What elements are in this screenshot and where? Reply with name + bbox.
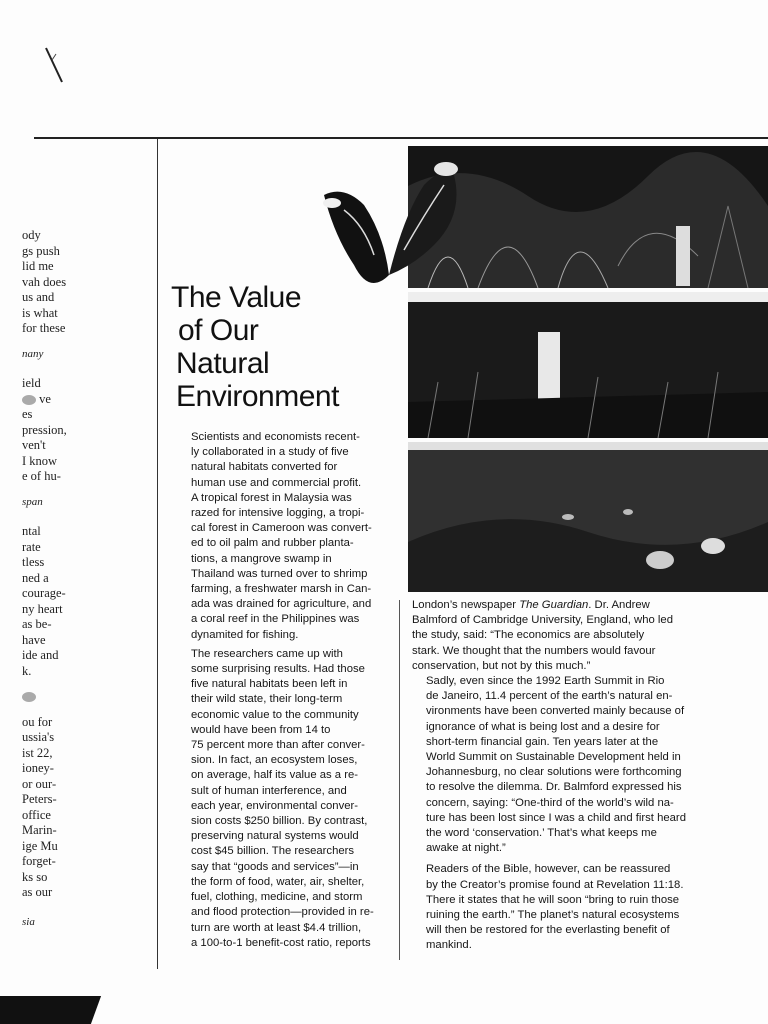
title-line: of Our [178,314,259,347]
text-line: five natural habitats been left in [191,678,348,691]
text-line: on average, half its value as a re- [191,769,359,782]
fragment-line: ks so [22,869,48,884]
fragment-line: us and [22,290,55,304]
fragment-line: as be- [22,617,52,631]
text-line: mankind. [426,939,472,952]
fragment-line: gs push [22,243,60,258]
pen-stroke-mark [44,46,70,86]
fragment-line: have [22,632,46,647]
text-line: cost $45 billion. The researchers [191,845,355,858]
text-run: . Dr. Andrew [588,599,650,611]
text-line: human use and commercial profit. [191,476,362,489]
fragment-line: ussia's [22,730,55,744]
fragment-line: is what [22,305,58,320]
fragment-italic: nany [22,347,44,360]
moth-illustration [314,155,464,295]
text-line: turn are worth at least $4.4 trillion, [191,921,362,934]
text-line: de Janeiro, 11.4 percent of the earth’s natural en- [426,690,673,703]
fragment-line: ny heart [22,601,63,616]
fragment-line: ody [22,228,41,242]
left-clipped-column [22,228,92,930]
fragment-line: for these [22,321,66,335]
text-line: the form of food, water, air, shelter, [191,875,365,888]
paragraph [177,430,397,643]
fragment-line: ide and [22,648,59,662]
text-line: 75 percent more than after conver- [191,739,365,752]
text-line: sion costs $250 billion. By contrast, [191,815,368,828]
fragment-line [22,392,92,408]
text-line: ed to oil palm and rubber planta- [191,537,354,550]
text-line: conservation, but not by this much.” [412,659,591,672]
fragment-line: k. [22,663,32,678]
text-line: a coral reef in the Philippines was [191,613,360,626]
text-line: razed for intensive logging, a tropi- [191,507,365,520]
text-line [412,598,732,613]
text-line: farming, a freshwater marsh in Can- [191,583,372,596]
fragment-line: ige Mu [22,838,58,853]
text-line: stark. We thought that the numbers would favour [412,644,656,657]
smudge-mark [22,395,36,405]
fragment-line: es [22,407,33,421]
fragment-line: Peters- [22,792,57,806]
text-line: some surprising results. Had those [191,663,365,676]
fragment-line: ou for [22,714,53,729]
paragraph [412,674,732,856]
fragment-line: ist 22, [22,745,53,760]
fragment-line: tless [22,555,45,569]
text-line: each year, environmental conver- [191,799,359,812]
fragment-line: pression, [22,422,67,437]
text-line: their wild state, their long-term [191,693,343,706]
text-line: sult of human interference, and [191,784,347,797]
column-rule [157,139,158,969]
text-line: and flood protection—provided in re- [191,906,374,919]
column-divider [399,600,400,960]
fragment-line: ven't [22,438,46,452]
newspaper-name: The Guardian [519,599,589,611]
text-line: A tropical forest in Malaysia was [191,491,352,504]
fragment-line: rate [22,539,41,554]
text-line: ture has been lost since I was a child and first heard [426,811,686,824]
text-line: short-term financial gain. Ten years later at the [426,735,659,748]
text-line: Readers of the Bible, however, can be reassured [426,863,671,876]
fragment-italic: span [22,495,43,508]
fragment-line: or our- [22,776,57,791]
text-line: say that “goods and services”—in [191,860,359,873]
fragment-italic: sia [22,915,35,928]
text-line: Sadly, even since the 1992 Earth Summit in Rio [426,675,665,688]
fragment-line: vah does [22,274,67,289]
text-line: tions, a mangrove swamp in [191,552,332,565]
fragment-line: courage- [22,586,66,600]
text-line: ada was drained for agriculture, and [191,598,372,611]
text-line: vironments have been converted mainly because of [426,705,685,718]
scan-edge-shadow [0,996,110,1024]
fragment-line: ield [22,376,41,390]
fragment-line: ioney- [22,761,54,775]
text-line: fuel, clothing, medicine, and storm [191,891,363,904]
text-line: a 100-to-1 benefit-cost ratio, reports [191,936,371,949]
fragment-line: forget- [22,854,56,868]
text-line: Balmford of Cambridge University, England, who led [412,614,673,627]
text-line: There it states that he will soon “bring to ruin those [426,893,680,906]
text-line: awake at night.” [426,842,506,855]
fragment-line: lid me [22,259,54,273]
fragment-line: as our [22,885,53,899]
text-line: by the Creator’s promise found at Revelation 11:18. [426,878,684,891]
fragment-line: office [22,807,51,822]
text-line: dynamited for fishing. [191,628,299,641]
text-line: ruining the earth.” The planet’s natural ecosystems [426,909,680,922]
smudge-mark [22,692,36,702]
text-line: to resolve the dilemma. Dr. Balmford expressed his [426,781,682,794]
fragment-line: ned a [22,570,49,585]
swamp-photo [408,292,768,438]
article-title [171,281,406,413]
coral-reef-photo [408,442,768,592]
text-line: preserving natural systems would [191,830,359,843]
fragment-text: ve [39,391,51,406]
paragraph [177,647,397,951]
title-line: Environment [176,380,339,413]
text-line: Johannesburg, no clear solutions were forthcoming [426,766,682,779]
article-column-1 [177,430,397,951]
top-rule [34,137,768,139]
fragment-line [22,689,92,705]
text-line: The researchers came up with [191,647,343,660]
text-line: ignorance of what is being lost and a desire for [426,720,660,733]
text-line: the study, said: “The economics are absolutely [412,629,645,642]
text-line: Scientists and economists recent- [191,431,360,443]
text-line: economic value to the community [191,708,359,721]
text-line: World Summit on Sustainable Development held in [426,751,681,764]
text-line: cal forest in Cameroon was convert- [191,522,372,535]
text-run: London’s newspaper [412,599,520,611]
text-line: would have been from 14 to [191,723,331,736]
text-line: will then be restored for the everlasting benefit of [426,924,670,937]
fragment-line: Marin- [22,823,57,837]
text-line: the word ‘conservation.’ That’s what keeps me [426,827,657,840]
title-line: Natural [176,347,270,380]
text-line: sion. In fact, an ecosystem loses, [191,754,358,767]
fragment-line: e of hu- [22,469,61,483]
article-column-2 [412,598,732,954]
text-line: concern, saying: “One-third of the world’s wild na- [426,796,674,809]
text-line: natural habitats converted for [191,461,338,474]
fragment-line: ntal [22,524,41,538]
text-line: ly collaborated in a study of five [191,446,349,459]
fragment-line: I know [22,453,58,468]
text-line: Thailand was turned over to shrimp [191,567,368,580]
title-line: The Value [171,281,302,314]
paragraph [412,862,732,953]
